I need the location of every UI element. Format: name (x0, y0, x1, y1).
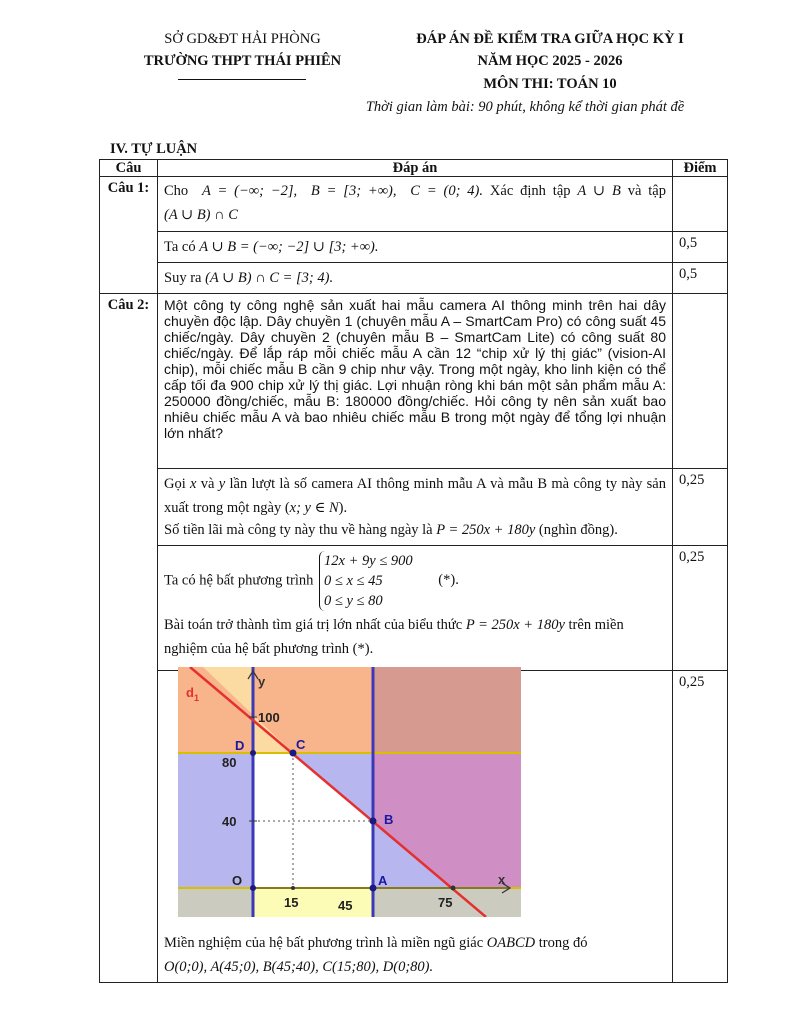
q2-step1-score: 0,25 (673, 469, 728, 546)
q2-problem-score (673, 294, 728, 469)
point-A (370, 885, 377, 892)
x-axis-label: x (498, 872, 506, 887)
exam-duration: Thời gian làm bài: 90 phút, không kể thời gian phát đề (365, 99, 685, 115)
tick-label-40: 40 (222, 814, 237, 829)
col-answer-header: Đáp án (158, 160, 673, 177)
region-bottom-yellow (253, 888, 373, 917)
q2-step3-score: 0,25 (673, 671, 728, 983)
label-B: B (384, 812, 394, 827)
q2-step2: Ta có hệ bất phương trình 12x + 9y ≤ 900 0 ≤ x ≤ 45 0 ≤ y ≤ 80 (*). Bài toán trở thành tìm giá trị lớn nhất của biểu thức P = 250x + 180y trên miền nghiệm của hệ bất phương trình (*). (158, 546, 673, 671)
point-D (250, 750, 256, 756)
tick-label-100: 100 (258, 710, 280, 725)
point-B (370, 818, 377, 825)
table-header-row (100, 160, 728, 177)
q1-step1: Ta có A ∪ B = (−∞; −2] ∪ [3; +∞). (158, 232, 673, 263)
q2-label: Câu 2: (100, 294, 158, 983)
inequality-system: 12x + 9y ≤ 900 0 ≤ x ≤ 45 0 ≤ y ≤ 80 (319, 551, 413, 611)
tick-label-80: 80 (222, 755, 237, 770)
q1-step2: Suy ra (A ∪ B) ∩ C = [3; 4). (158, 263, 673, 294)
q2-step2-row (100, 546, 728, 671)
tick-label-15: 15 (284, 895, 299, 910)
label-D: D (235, 738, 245, 753)
tick-label-45: 45 (338, 898, 353, 913)
exam-title: ĐÁP ÁN ĐỀ KIỂM TRA GIỮA HỌC KỲ I (416, 31, 684, 47)
region-top-right (373, 667, 521, 753)
q2-step3: Miền nghiệm của hệ bất phương trình là miền ngũ giác OABCD trong đó O(0;0), A(45;0), B(45;40), C(15;80), D(0;80). (158, 671, 673, 983)
q1-prompt-row (100, 177, 728, 232)
region-left (178, 753, 253, 888)
col-score-header: Điểm (673, 160, 728, 177)
point-O (250, 885, 256, 891)
y-axis-label: y (258, 674, 266, 689)
q2-problem-row (100, 294, 728, 469)
q2-step1-row (100, 469, 728, 546)
q1-step2-row (100, 263, 728, 294)
d1-label: $d_1$ (186, 685, 199, 703)
label-C: C (296, 737, 306, 752)
q2-step2-score: 0,25 (673, 546, 728, 671)
school-department: SỞ GD&ĐT HẢI PHÒNG (164, 31, 321, 47)
label-O: O (232, 873, 243, 888)
q2-problem: Một công ty công nghệ sản xuất hai mẫu camera AI thông minh trên hai dây chuyền độc lập. Dây chuyền 1 (chuyên mẫu A – SmartCam Pro) có công suất 45 chiếc/ngày. Dây chuyền 2 (chuyên mẫu B – SmartCam Lite) có công suất 80 chiếc/ngày. Để lắp ráp mỗi chiếc mẫu A cần 12 “chip xử lý thị giác” (vision-AI chip), mỗi chiếc mẫu B cần 9 chip như vậy. Trong một ngày, kho linh kiện có thể cấp tối đa 900 chip xử lý thị giác. Lợi nhuận ròng khi bán một sản phẩm mẫu A: 250000 đồng/chiếc, mẫu B: 180000 đồng/chiếc. Hỏi công ty nên sản xuất bao nhiêu chiếc mẫu A và bao nhiêu chiếc mẫu B trong một ngày để tổng lợi nhuận lớn nhất? (158, 294, 673, 469)
q1-step1-row (100, 232, 728, 263)
feasible-region-graph (178, 667, 521, 917)
col-question-header: Câu (100, 160, 158, 177)
q1-prompt: Cho A = (−∞; −2], B = [3; +∞), C = (0; 4). Xác định tập A ∪ B và tập (A ∪ B) ∩ C (158, 177, 673, 232)
label-A: A (378, 873, 388, 888)
q1-prompt-score (673, 177, 728, 232)
point-x75 (451, 886, 456, 891)
school-year: NĂM HỌC 2025 - 2026 (477, 53, 623, 69)
q2-step1: Gọi x và y lần lượt là số camera AI thông minh mẫu A và mẫu B mà công ty này sản xuất trong một ngày (x; y ∈ N). Số tiền lãi mà công ty này thu về hàng ngày là P = 250x + 180y (nghìn đồng). (158, 469, 673, 546)
section-title: IV. TỰ LUẬN (110, 141, 198, 157)
q1-step1-score: 0,5 (673, 232, 728, 263)
header-divider (178, 79, 306, 80)
subject: MÔN THI: TOÁN 10 (483, 76, 617, 92)
school-name: TRƯỜNG THPT THÁI PHIÊN (143, 53, 342, 69)
q1-label: Câu 1: (100, 177, 158, 294)
tick-label-75: 75 (438, 895, 453, 910)
point-x15 (291, 886, 295, 890)
q1-step2-score: 0,5 (673, 263, 728, 294)
